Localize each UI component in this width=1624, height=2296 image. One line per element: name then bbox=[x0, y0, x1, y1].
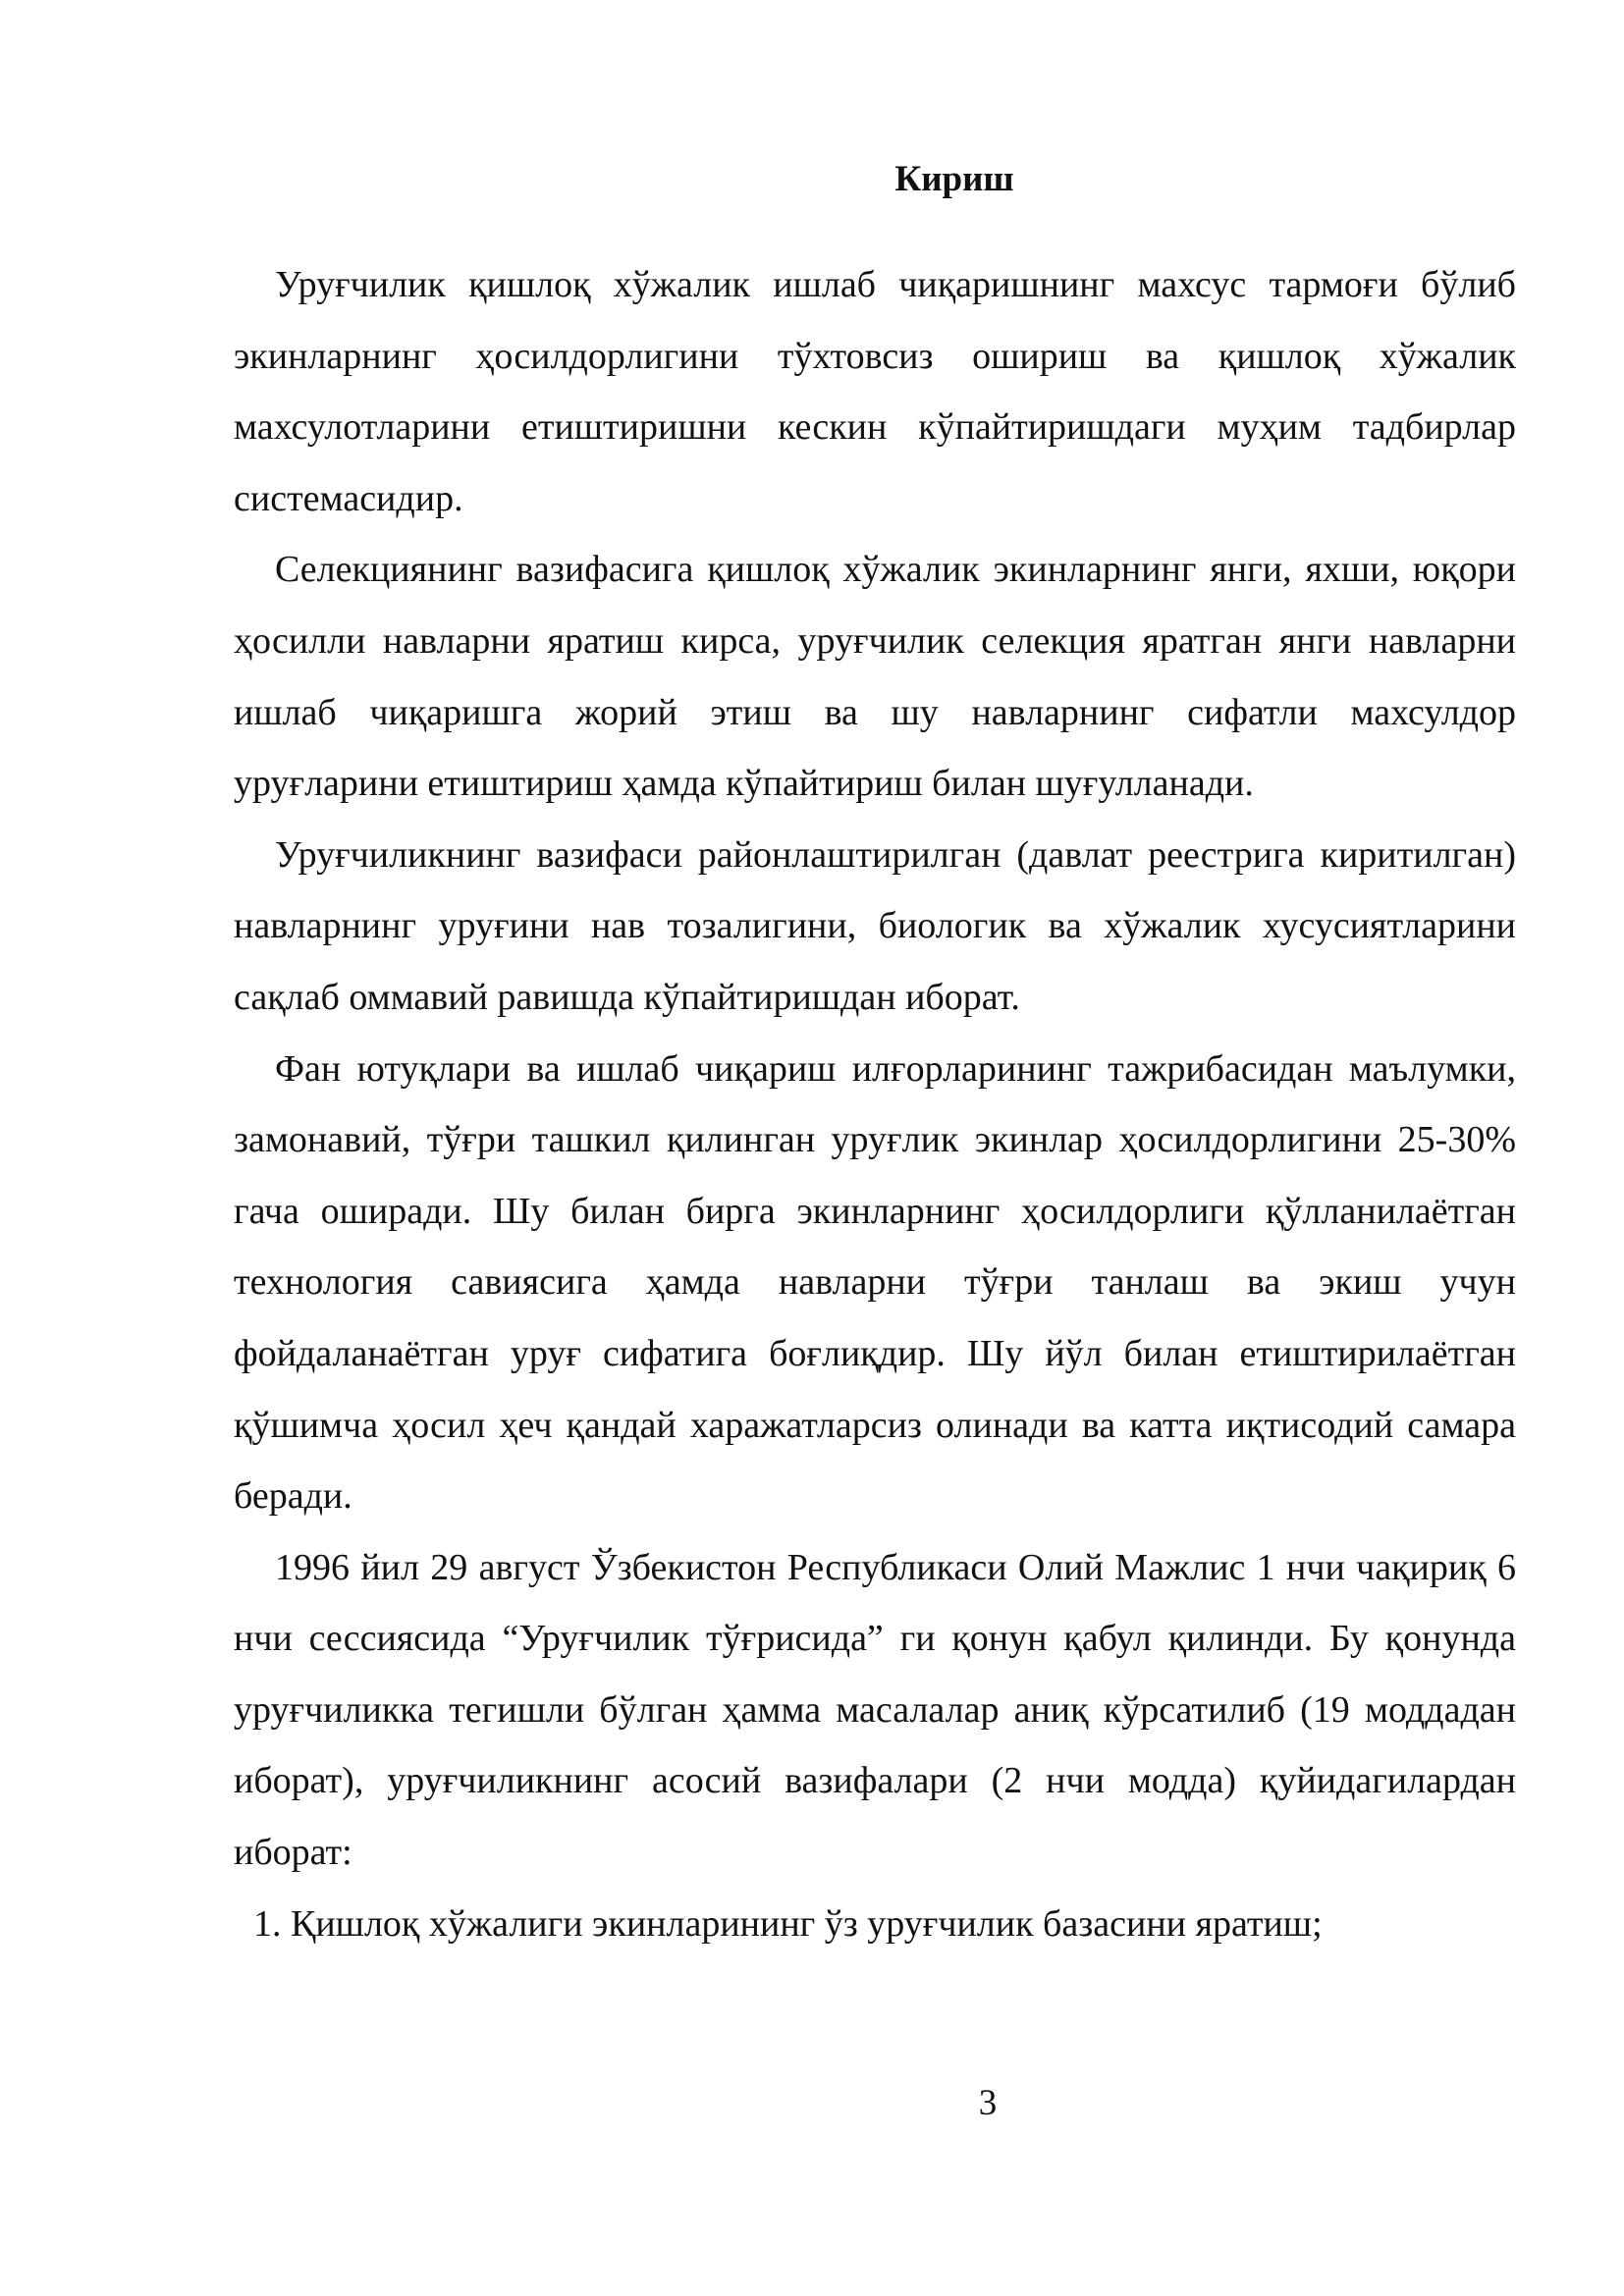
body-text bbox=[234, 249, 1516, 1959]
section-heading: Кириш bbox=[894, 159, 1014, 199]
paragraph-1: Уруғчилик қишлоқ хўжалик ишлаб чиқаришнинг махсус тармоғи бўлиб экинларнинг ҳосилдорлигини тўхтовсиз ошириш ва қишлоқ хўжалик махсулотларини етиштиришни кескин кўпайтиришдаги муҳим тадбирлар системасидир. bbox=[234, 264, 1516, 519]
paragraph-3: Уруғчиликнинг вазифаси районлаштирилган (давлат реестрига киритилган) навларнинг уруғини нав тозалигини, биологик ва хўжалик хусусиятларини сақлаб оммавий равишда кўпайтиришдан иборат. bbox=[234, 833, 1516, 1018]
list-item-1: 1. Қишлоқ хўжалиги экинларининг ўз уруғчилик базасини яратиш; bbox=[253, 1902, 1323, 1945]
paragraph-2: Селекциянинг вазифасига қишлоқ хўжалик экинларнинг янги, яхши, юқори ҳосилли навларни яратиш кирса, уруғчилик селекция яратган янги навларни ишлаб чиқаришга жорий этиш ва шу навларнинг сифатли махсулдор уруғларини етиштириш ҳамда кўпайтириш билан шуғулланади. bbox=[234, 549, 1516, 805]
page-number: 3 bbox=[978, 2083, 998, 2123]
paragraph-4: Фан ютуқлари ва ишлаб чиқариш илғорларининг тажрибасидан маълумки, замонавий, тўғри ташкил қилинган уруғлик экинлар ҳосилдорлигини 25-30% гача оширади. Шу билан бирга экинларнинг ҳосилдорлиги қўлланилаётган технология савиясига ҳамда навларни тўғри танлаш ва экиш учун фойдаланаётган уруғ сифатига боғлиқдир. Шу йўл билан етиштирилаётган қўшимча ҳосил ҳеч қандай харажатларсиз олинади ва катта иқтисодий самара беради. bbox=[234, 1047, 1516, 1518]
paragraph-5: 1996 йил 29 август Ўзбекистон Республикаси Олий Мажлис 1 нчи чақириқ 6 нчи сессиясида “Уруғчилик тўғрисида” ги қонун қабул қилинди. Бу қонунда уруғчиликка тегишли бўлган ҳамма масалалар аниқ кўрсатилиб (19 моддадан иборат), уруғчиликнинг асосий вазифалари (2 нчи модда) қуйидагилардан иборат: bbox=[234, 1546, 1516, 1874]
